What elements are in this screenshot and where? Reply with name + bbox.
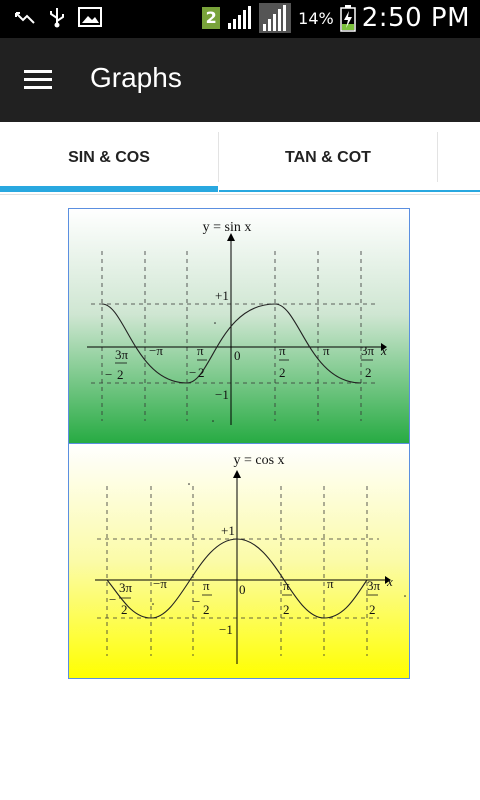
notification-badge: 2 — [202, 7, 220, 29]
cos-tick-label: 3π — [367, 578, 381, 593]
sin-x-axis-label: x — [381, 343, 387, 358]
missed-call-icon — [14, 7, 36, 27]
hamburger-menu-icon[interactable] — [18, 62, 58, 98]
sin-tick-label: 2 — [365, 365, 372, 380]
cos-tick-label: π — [203, 578, 210, 593]
sin-graph-title: y = sin x — [202, 220, 252, 235]
usb-icon — [48, 6, 66, 28]
signal-icon — [258, 2, 292, 34]
sin-tick-label: 3π — [361, 343, 375, 358]
tab-next[interactable] — [438, 122, 480, 194]
cos-tick-label: 2 — [369, 602, 376, 617]
cos-x-axis-label: x — [387, 574, 393, 589]
sin-tick-label: π — [197, 343, 204, 358]
status-bar — [0, 0, 480, 38]
tab-bar — [0, 122, 480, 195]
sin-origin-label: 0 — [234, 348, 241, 363]
cos-tick-label: − — [109, 592, 117, 607]
cos-graph-image — [68, 443, 410, 679]
sin-y-max-label: +1 — [215, 288, 229, 303]
image-icon — [78, 7, 102, 27]
active-tab-indicator — [0, 186, 218, 192]
sin-y-min-label: −1 — [215, 387, 229, 402]
cos-tick-label: −π — [153, 576, 167, 591]
cos-tick-label: − — [193, 594, 201, 609]
cos-tick-label: 3π — [119, 580, 133, 595]
battery-percent: 14% — [298, 8, 334, 28]
cos-y-min-label: −1 — [219, 622, 233, 637]
app-bar — [0, 38, 480, 122]
sin-tick-label: π — [279, 343, 286, 358]
sin-tick-label: − — [105, 367, 113, 382]
sin-graph-image — [68, 208, 410, 444]
sin-tick-label: −π — [149, 343, 163, 358]
cos-tick-label: 2 — [283, 602, 290, 617]
page-title: Graphs — [90, 62, 182, 93]
tab-sin-cos[interactable]: SIN & COS — [68, 149, 150, 166]
cos-tick-label: π — [327, 576, 334, 591]
cos-origin-label: 0 — [239, 582, 246, 597]
sin-tick-label: π — [323, 343, 330, 358]
cos-tick-label: π — [283, 578, 290, 593]
signal-icon — [226, 5, 252, 31]
cos-tick-label: 2 — [121, 602, 128, 617]
sin-tick-label: 2 — [117, 367, 124, 382]
sin-tick-label: 3π — [115, 347, 129, 362]
battery-charging-icon — [340, 4, 356, 32]
cos-y-max-label: +1 — [221, 523, 235, 538]
clock: 2:50 PM — [361, 3, 470, 33]
tab-tan-cot[interactable]: TAN & COT — [285, 149, 371, 166]
cos-graph-title: y = cos x — [233, 453, 285, 468]
sin-tick-label: 2 — [198, 365, 205, 380]
tab-underline — [219, 190, 480, 192]
sin-tick-label: − — [189, 365, 197, 380]
sin-tick-label: 2 — [279, 365, 286, 380]
cos-tick-label: 2 — [203, 602, 210, 617]
